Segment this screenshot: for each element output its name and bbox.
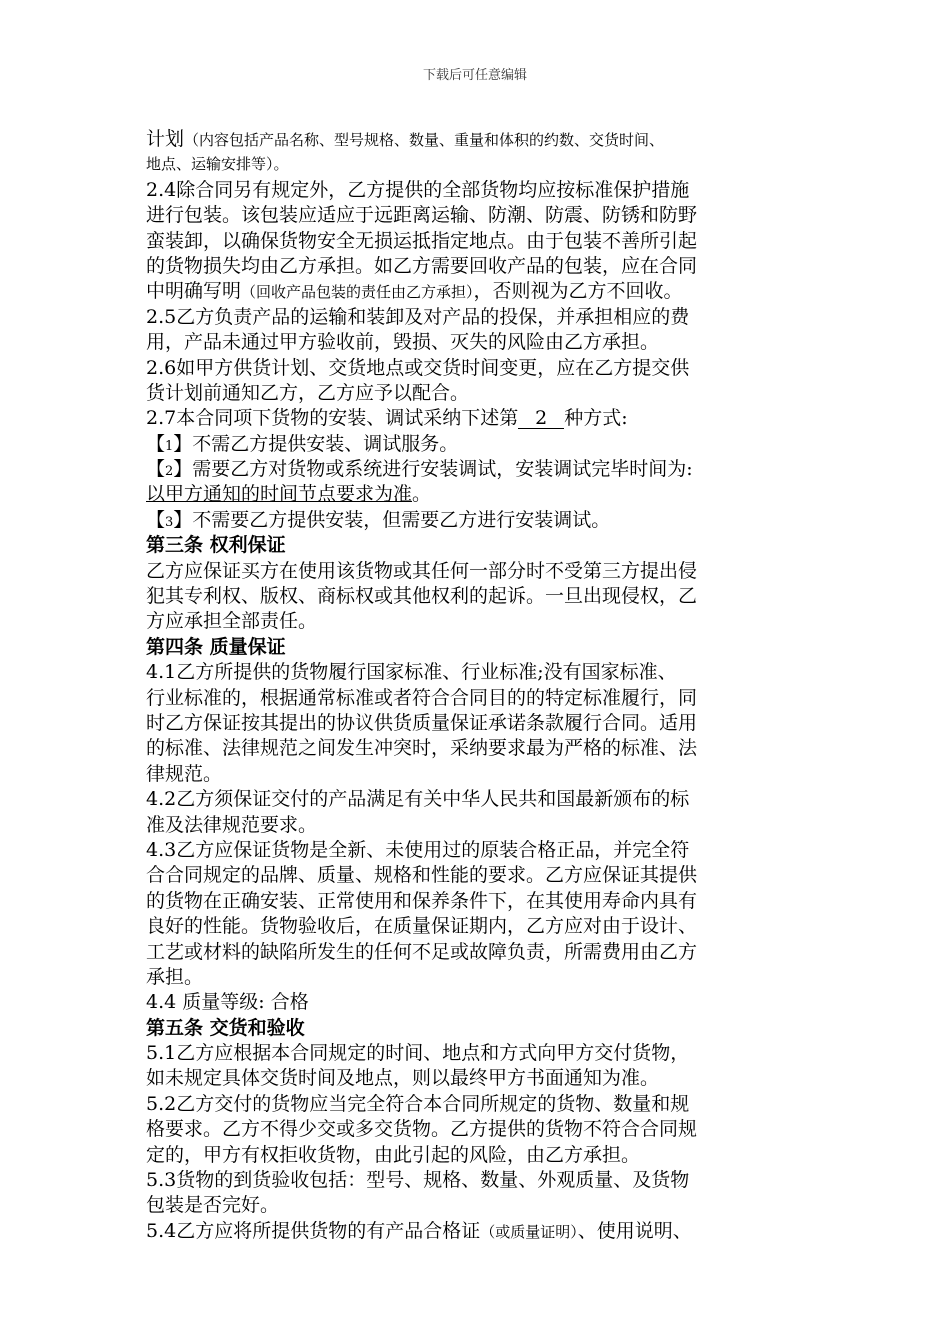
text-line: 地点、运输安排等）。 <box>146 155 289 174</box>
text-line: 工艺或材料的缺陷所发生的任何不足或故障负责，所需费用由乙方 <box>146 940 698 963</box>
text-line: 犯其专利权、版权、商标权或其他权利的起诉。一旦出现侵权，乙 <box>146 585 698 608</box>
clause-5-4: 5.4乙方应将所提供货物的有产品合格证（或质量证明）、使用说明、 <box>146 1219 692 1242</box>
text-line: 律规范。 <box>146 762 223 785</box>
clause-4-3: 4.3乙方应保证货物是全新、未使用过的原装合格正品，并完全符 <box>146 838 690 861</box>
clause-5-2: 5.2乙方交付的货物应当完全符合本合同所规定的货物、数量和规 <box>146 1092 690 1115</box>
text-line: 计划（内容包括产品名称、型号规格、数量、重量和体积的约数、交货时间、 <box>146 128 665 150</box>
text-line: 中明确写明（回收产品包装的责任由乙方承担），否则视为乙方不回收。 <box>146 280 683 303</box>
text-line: 货计划前通知乙方，乙方应予以配合。 <box>146 381 470 404</box>
text-line: 时乙方保证按其提出的协议供货质量保证承诺条款履行合同。适用 <box>146 711 698 734</box>
clause-2-4: 2.4除合同另有规定外，乙方提供的全部货物均应按标准保护措施 <box>146 178 690 201</box>
section-heading-5: 第五条 交货和验收 <box>146 1016 305 1039</box>
text-line: 的货物损失均由乙方承担。如乙方需要回收产品的包装，应在合同 <box>146 254 698 277</box>
section-heading-3: 第三条 权利保证 <box>146 534 286 557</box>
text-line: 的标准、法律规范之间发生冲突时，采纳要求最为严格的标准、法 <box>146 737 698 760</box>
clause-4-1: 4.1乙方所提供的货物履行国家标准、行业标准;没有国家标准、 <box>146 661 677 684</box>
text-line: 进行包装。该包装应适应于远距离运输、防潮、防震、防锈和防野 <box>146 204 698 227</box>
clause-5-3: 5.3货物的到货验收包括：型号、规格、数量、外观质量、及货物 <box>146 1169 690 1192</box>
option-choice-blank: 2 <box>518 408 564 429</box>
text-line: 行业标准的，根据通常标准或者符合合同目的的特定标准履行，同 <box>146 686 698 709</box>
text-line: 格要求。乙方不得少交或多交货物。乙方提供的货物不符合合同规 <box>146 1118 698 1141</box>
text-line: 准及法律规范要求。 <box>146 813 318 836</box>
text-line: 蛮装卸，以确保货物安全无损运抵指定地点。由于包装不善所引起 <box>146 229 698 252</box>
text-line: 合合同规定的品牌、质量、规格和性能的要求。乙方应保证其提供 <box>146 864 698 887</box>
clause-2-5: 2.5乙方负责产品的运输和装卸及对产品的投保，并承担相应的费 <box>146 305 690 328</box>
text-line: 的货物在正确安装、正常使用和保养条件下，在其使用寿命内具有 <box>146 889 698 912</box>
clause-2-6: 2.6如甲方供货计划、交货地点或交货时间变更，应在乙方提交供 <box>146 356 690 379</box>
document-body <box>146 127 812 1244</box>
option-3: 【3】不需要乙方提供安装，但需要乙方进行安装调试。 <box>146 508 611 531</box>
option-1: 【1】不需乙方提供安装、调试服务。 <box>146 432 459 455</box>
text-line: 承担。 <box>146 965 204 988</box>
text-line: 乙方应保证买方在使用该货物或其任何一部分时不受第三方提出侵 <box>146 559 698 582</box>
text-line: 方应承担全部责任。 <box>146 610 318 633</box>
text-line: 以甲方通知的时间节点要求为准。 <box>146 483 432 506</box>
text-line: 包装是否完好。 <box>146 1194 280 1217</box>
completion-time-value: 以甲方通知的时间节点要求为准 <box>146 483 413 506</box>
text-line: 用，产品未通过甲方验收前，毁损、灭失的风险由乙方承担。 <box>146 331 660 354</box>
clause-5-1: 5.1乙方应根据本合同规定的时间、地点和方式向甲方交付货物， <box>146 1042 690 1065</box>
clause-2-7: 2.7本合同项下货物的安装、调试采纳下述第 2 种方式: <box>146 407 628 430</box>
page-header: 下载后可任意编辑 <box>422 68 527 83</box>
text-line: 良好的性能。货物验收后，在质量保证期内，乙方应对由于设计、 <box>146 915 698 938</box>
section-heading-4: 第四条 质量保证 <box>146 635 286 658</box>
text-line: 如未规定具体交货时间及地点，则以最终甲方书面通知为准。 <box>146 1067 660 1090</box>
option-2: 【2】需要乙方对货物或系统进行安装调试，安装调试完毕时间为: <box>146 458 693 481</box>
clause-4-2: 4.2乙方须保证交付的产品满足有关中华人民共和国最新颁布的标 <box>146 788 690 811</box>
clause-4-4: 4.4 质量等级: 合格 <box>146 991 309 1014</box>
text-line: 定的，甲方有权拒收货物，由此引起的风险，由乙方承担。 <box>146 1143 641 1166</box>
